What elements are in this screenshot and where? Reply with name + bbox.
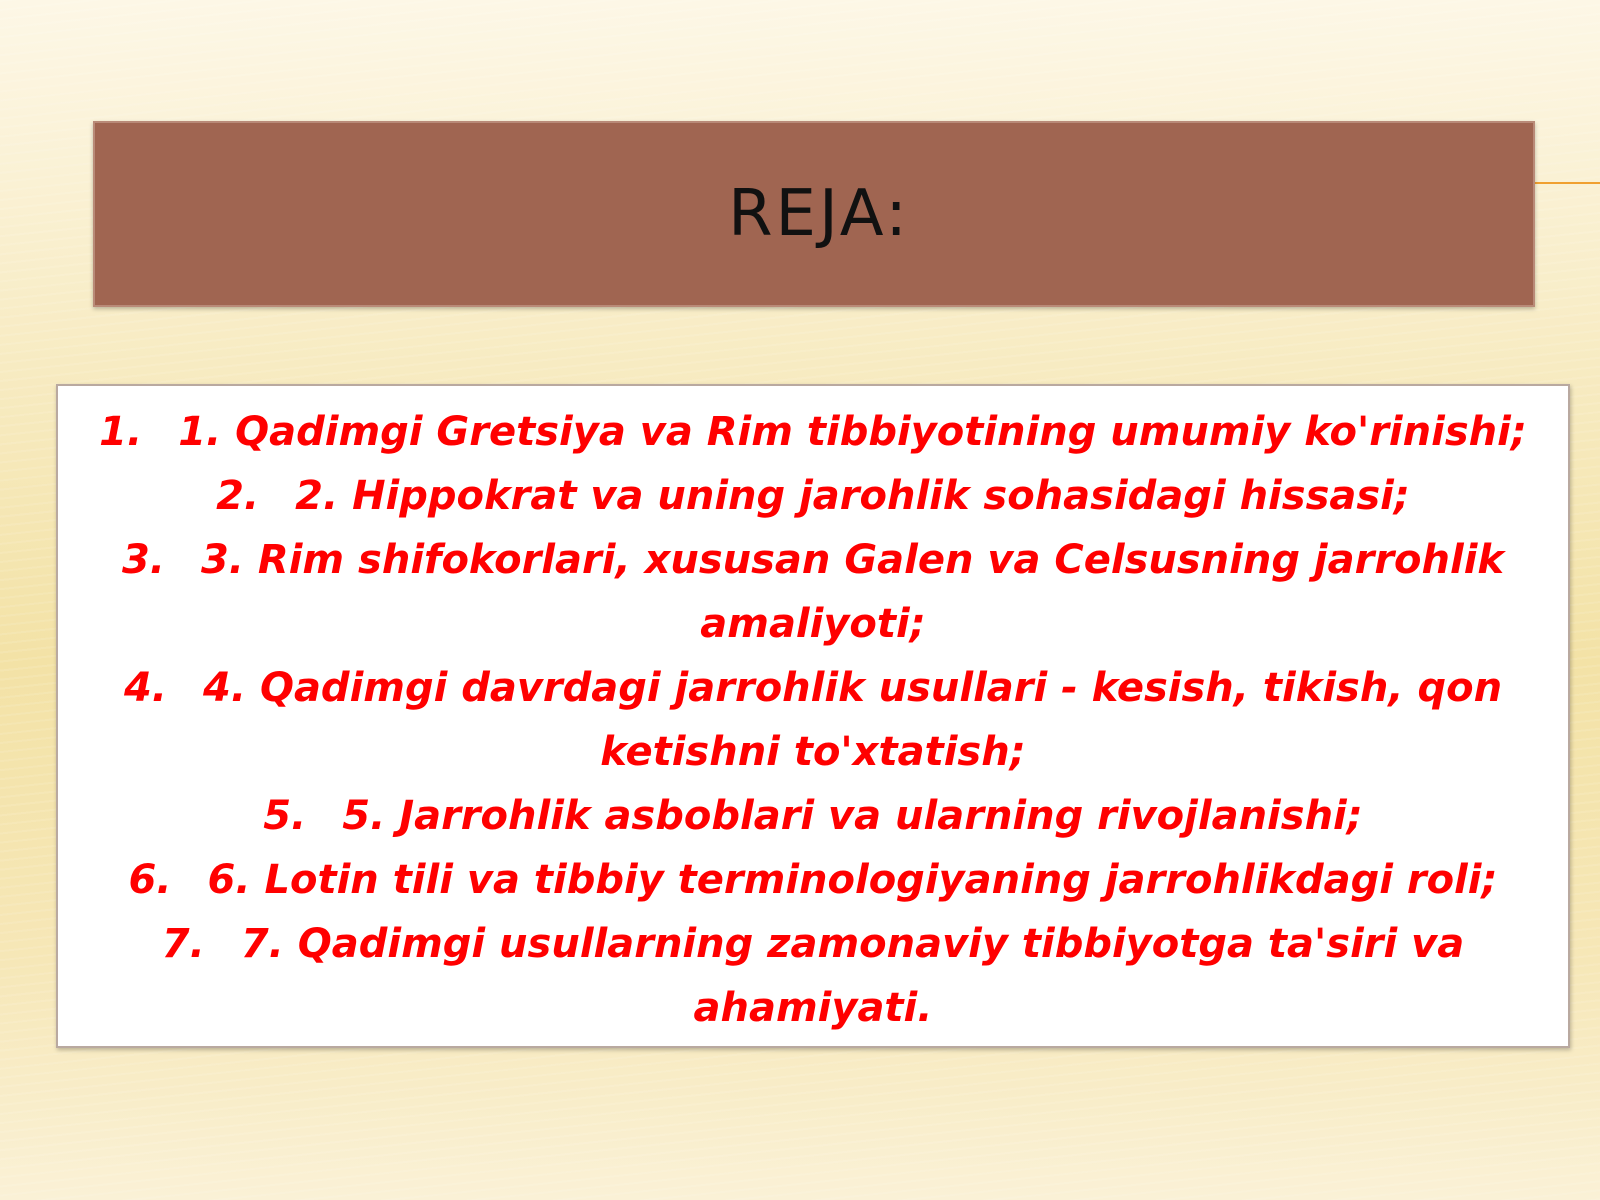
title-box [93, 121, 1535, 307]
plan-item [80, 464, 1546, 528]
plan-item-text: 4. Qadimgi davrdagi jarrohlik usullari - kesish, tikish, qon ketishni to'xtatish; [202, 665, 1503, 775]
plan-item [80, 784, 1546, 848]
plan-item [80, 848, 1546, 912]
plan-item-number: 4. [123, 665, 167, 711]
plan-item-number: 6. [128, 857, 172, 903]
plan-item-number: 2. [216, 473, 260, 519]
plan-item-text: 1. Qadimgi Gretsiya va Rim tibbiyotining umumiy ko'rinishi; [178, 409, 1527, 455]
plan-item-text: 2. Hippokrat va uning jarohlik sohasidagi hissasi; [295, 473, 1410, 519]
plan-item-number: 5. [263, 793, 307, 839]
plan-item-number: 3. [121, 537, 165, 583]
plan-item [80, 528, 1546, 656]
plan-list [80, 400, 1546, 1040]
title-accent-line [1530, 182, 1600, 184]
plan-item-text: 5. Jarrohlik asboblari va ularning rivojlanishi; [342, 793, 1363, 839]
plan-item-text: 3. Rim shifokorlari, xususan Galen va Celsusning jarrohlik amaliyoti; [200, 537, 1505, 647]
plan-item [80, 912, 1546, 1040]
plan-item-text: 6. Lotin tili va tibbiy terminologiyaning jarrohlikdagi roli; [207, 857, 1498, 903]
plan-item [80, 656, 1546, 784]
plan-item [80, 400, 1546, 464]
slide-title: REJA: [728, 177, 910, 251]
plan-item-text: 7. Qadimgi usullarning zamonaviy tibbiyotga ta'siri va ahamiyati. [240, 921, 1465, 1031]
plan-item-number: 1. [99, 409, 143, 455]
plan-item-number: 7. [161, 921, 205, 967]
